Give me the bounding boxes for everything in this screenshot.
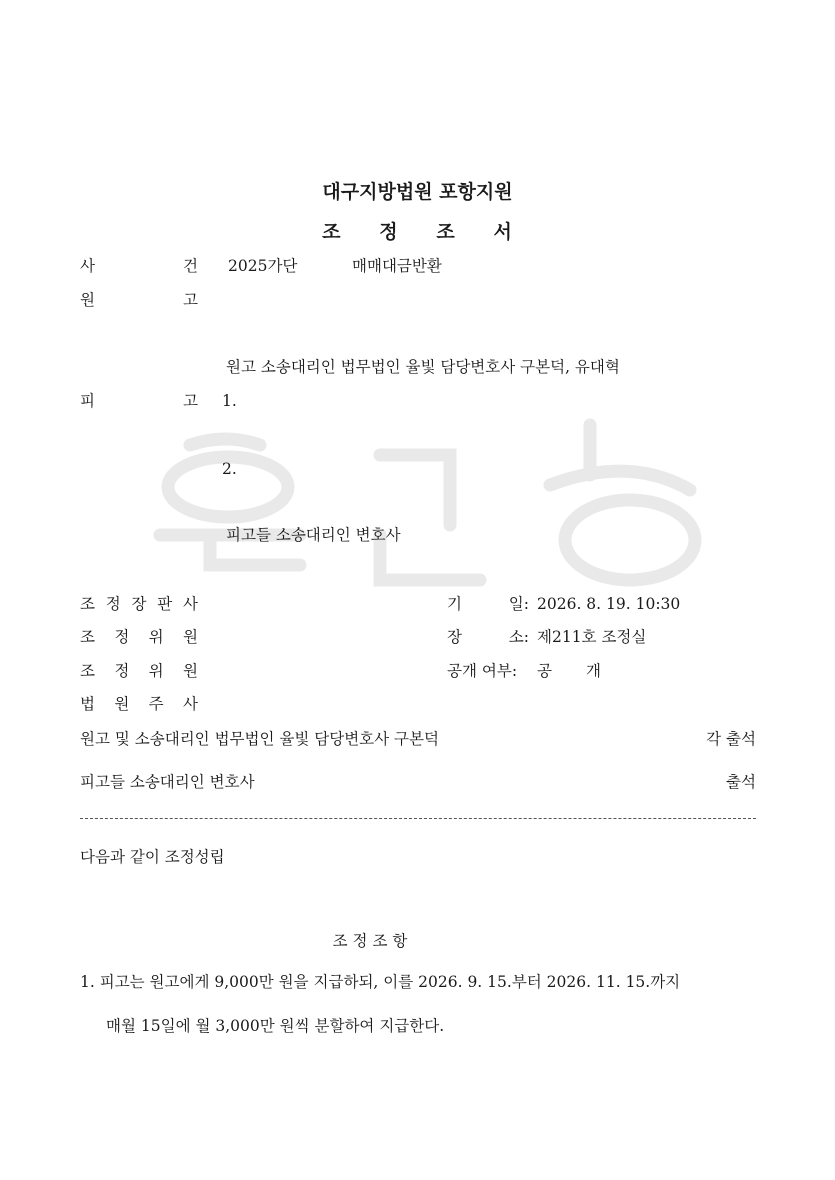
- divider: [80, 818, 756, 819]
- document-title: [0, 217, 835, 244]
- plaintiff-label: 원 고: [80, 291, 198, 309]
- public-value: 공 개: [537, 662, 601, 680]
- title-char: 조: [322, 221, 342, 243]
- official-mediator-label: 조 정 위 원: [80, 628, 198, 646]
- defendant-item-1: 1.: [222, 392, 237, 410]
- attendance-party: 원고 및 소송대리인 법무법인 율빛 담당변호사 구본덕: [80, 730, 439, 748]
- mediation-intro: 다음과 같이 조정성립: [80, 848, 225, 866]
- defendant-item-2: 2.: [222, 460, 237, 478]
- place-label: 장 소:: [447, 628, 529, 646]
- case-label: 사 건: [80, 257, 198, 275]
- date-value: 2026. 8. 19. 10:30: [537, 595, 681, 613]
- term-1-line-2: 매월 15일에 월 3,000만 원씩 분할하여 지급한다.: [106, 1017, 445, 1035]
- attendance-party: 피고들 소송대리인 변호사: [80, 773, 255, 791]
- attendance-status: 출석: [726, 773, 756, 791]
- date-label: 기 일:: [447, 595, 529, 613]
- plaintiff-counsel: 원고 소송대리인 법무법인 율빛 담당변호사 구본덕, 유대혁: [226, 358, 620, 376]
- term-1-line-1: 1. 피고는 원고에게 9,000만 원을 지급하되, 이를 2026. 9. 15.부터 2026. 11. 15.까지: [80, 973, 681, 991]
- title-char: 조: [436, 221, 456, 243]
- official-judge-label: 조 정 장 판 사: [80, 595, 198, 613]
- public-label: 공개 여부:: [447, 662, 518, 680]
- title-char: 서: [493, 221, 513, 243]
- watermark-seal: [150, 415, 730, 595]
- place-value: 제211호 조정실: [537, 628, 647, 646]
- case-name: 매매대금반환: [352, 257, 442, 275]
- court-name: 대구지방법원 포항지원: [322, 181, 513, 203]
- case-number: 2025가단: [228, 257, 298, 275]
- defendant-label: 피 고: [80, 392, 198, 410]
- official-clerk-label: 법 원 주 사: [80, 695, 198, 713]
- title-char: 정: [379, 221, 399, 243]
- terms-heading: 조 정 조 항: [332, 932, 408, 950]
- attendance-status: 각 출석: [706, 730, 756, 748]
- official-mediator-label: 조 정 위 원: [80, 662, 198, 680]
- defendant-counsel: 피고들 소송대리인 변호사: [226, 526, 401, 544]
